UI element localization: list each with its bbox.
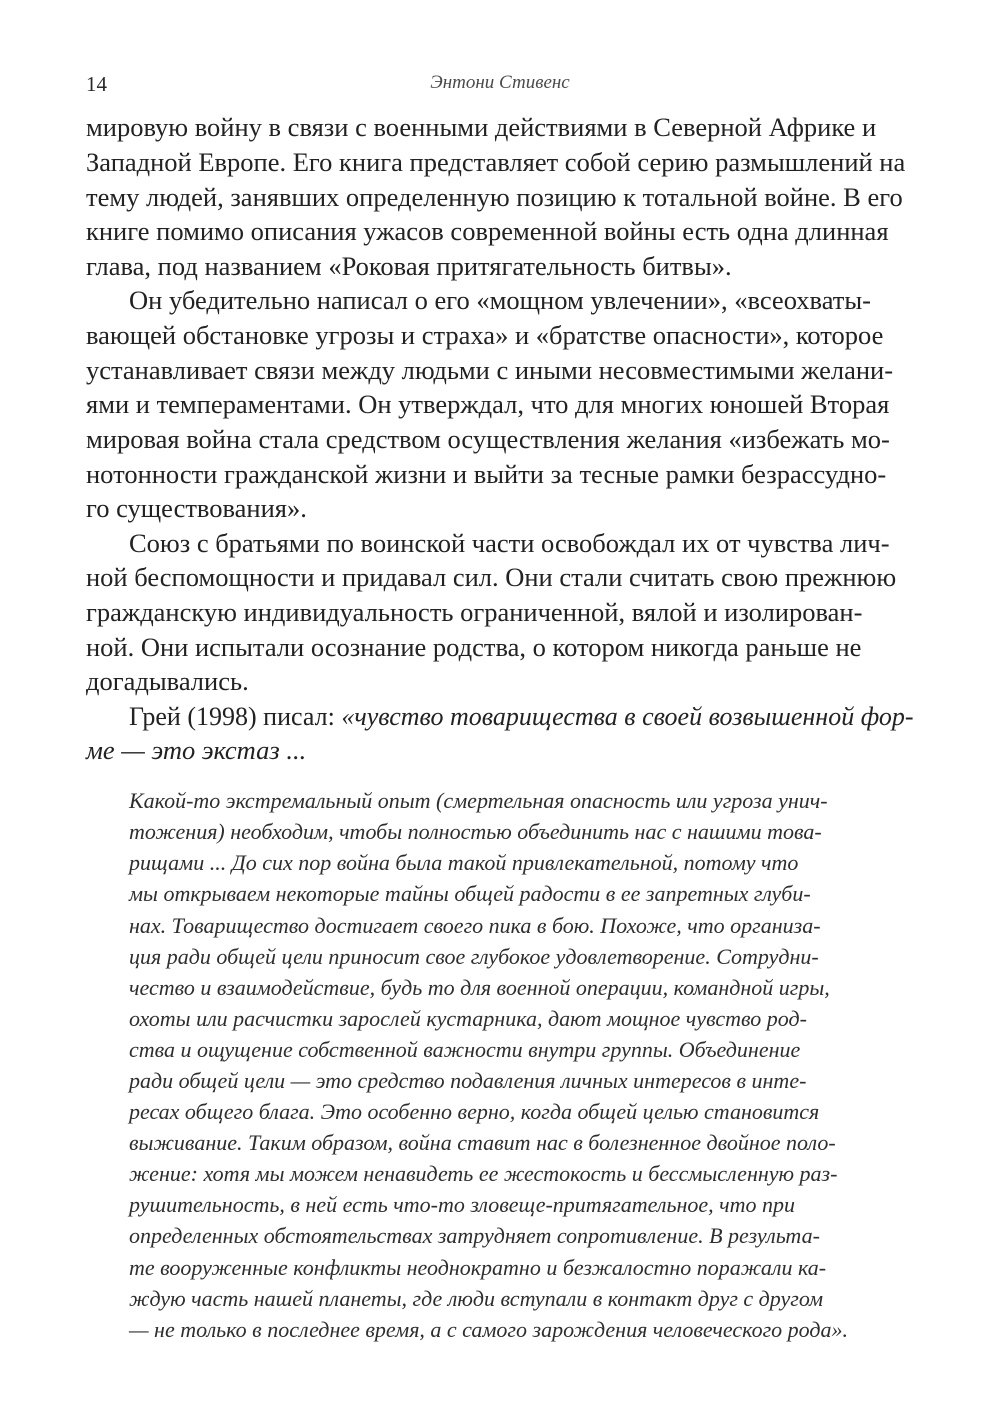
quote-line: тожения) необходим, чтобы полностью объединить нас с нашими това- bbox=[129, 819, 822, 844]
body-line: догадывались. bbox=[86, 666, 249, 696]
quote-line: жение: хотя мы можем ненавидеть ее жестокость и бессмысленную раз- bbox=[129, 1161, 838, 1186]
quote-line: чество и взаимодействие, будь то для военной операции, командной игры, bbox=[129, 975, 830, 1000]
quote-line: ресах общего блага. Это особенно верно, когда общей целью становится bbox=[129, 1099, 820, 1124]
body-line: мировую войну в связи с военными действиями в Северной Африке и bbox=[86, 112, 877, 142]
gray-citation-line bbox=[129, 701, 914, 732]
body-line: нотонности гражданской жизни и выйти за тесные рамки безрассудно- bbox=[86, 459, 887, 489]
body-line: ями и темпераментами. Он утверждал, что для многих юношей Вторая bbox=[86, 389, 890, 419]
quote-line: рушительность, в ней есть что-то зловеще-притягательное, что при bbox=[129, 1192, 796, 1217]
quote-line: ства и ощущение собственной важности внутри группы. Объединение bbox=[129, 1037, 801, 1062]
body-line: го существования». bbox=[86, 493, 307, 523]
body-line: глава, под названием «Роковая притягательность битвы». bbox=[86, 251, 732, 281]
running-title: Энтони Стивенс bbox=[430, 72, 570, 93]
quote-line: ция ради общей цели приносит свое глубокое удовлетворение. Сотрудни- bbox=[129, 944, 819, 969]
quote-line: те вооруженные конфликты неоднократно и безжалостно поражали ка- bbox=[129, 1255, 827, 1280]
body-line: Он убедительно написал о его «мощном увлечении», «всеохваты- bbox=[129, 285, 871, 315]
body-line: ной беспомощности и придавал сил. Они стали считать свою прежнюю bbox=[86, 562, 897, 592]
gray-quote-start: «чувство товарищества в своей возвышенной фор- bbox=[341, 701, 914, 731]
quote-line: ради общей цели — это средство подавления личных интересов в инте- bbox=[129, 1068, 807, 1093]
quote-line: Какой-то экстремальный опыт (смертельная опасность или угроза унич- bbox=[129, 788, 828, 813]
body-line: Союз с братьями по воинской части освобождал их от чувства лич- bbox=[129, 528, 890, 558]
quote-line: ждую часть нашей планеты, где люди вступали в контакт друг с другом bbox=[129, 1286, 824, 1311]
quote-line: нах. Товарищество достигает своего пика в бою. Похоже, что организа- bbox=[129, 913, 821, 938]
body-line: ной. Они испытали осознание родства, о котором никогда раньше не bbox=[86, 632, 862, 662]
quote-line: охоты или расчистки зарослей кустарника, дают мощное чувство род- bbox=[129, 1006, 807, 1031]
quote-line: рищами ... До сих пор война была такой привлекательной, потому что bbox=[129, 850, 799, 875]
body-line: тему людей, занявших определенную позицию к тотальной войне. В его bbox=[86, 182, 903, 212]
page-number: 14 bbox=[86, 72, 107, 96]
quote-line: — не только в последнее время, а с самого зарождения человеческого рода». bbox=[129, 1317, 849, 1342]
gray-intro: Грей (1998) писал: bbox=[129, 701, 342, 731]
page-header bbox=[86, 72, 914, 102]
quote-line: определенных обстоятельствах затрудняет сопротивление. В результа- bbox=[129, 1223, 820, 1248]
body-line: устанавливает связи между людьми с иными несовместимыми желани- bbox=[86, 355, 894, 385]
quote-line: выживание. Таким образом, война ставит нас в болезненное двойное поло- bbox=[129, 1130, 836, 1155]
body-line: книге помимо описания ужасов современной войны есть одна длинная bbox=[86, 216, 889, 246]
body-line: вающей обстановке угрозы и страха» и «братстве опасности», которое bbox=[86, 320, 884, 350]
gray-quote-continuation: ме — это экстаз ... bbox=[86, 735, 307, 765]
body-line: мировая война стала средством осуществления желания «избежать мо- bbox=[86, 424, 890, 454]
quote-line: мы открываем некоторые тайны общей радости в ее запретных глуби- bbox=[129, 881, 811, 906]
body-line: гражданскую индивидуальность ограниченной, вялой и изолирован- bbox=[86, 597, 863, 627]
body-line: Западной Европе. Его книга представляет собой серию размышлений на bbox=[86, 147, 906, 177]
